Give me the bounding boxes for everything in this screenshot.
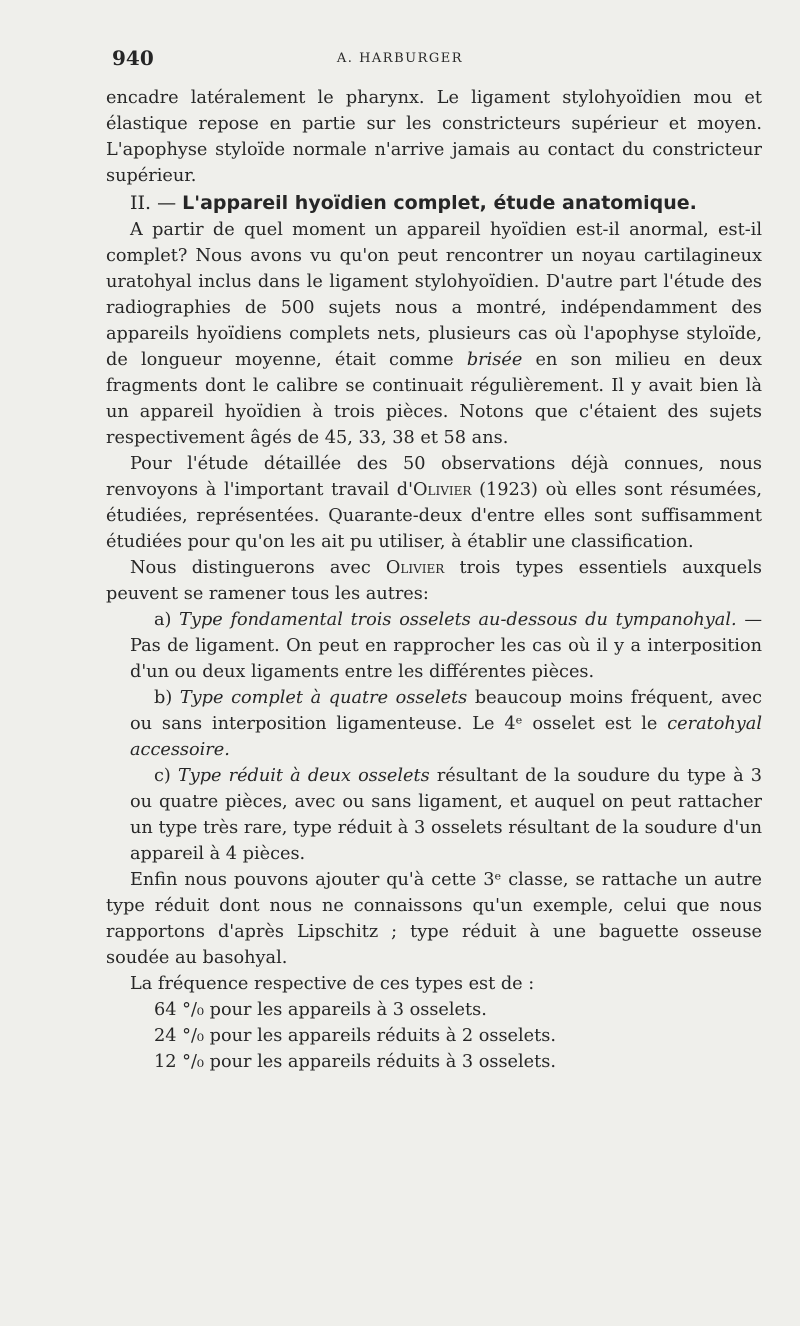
paragraph [106, 451, 762, 555]
frequency-text: pour les appareils à 3 osselets. [209, 1000, 487, 1020]
type-description: résultant de la soudure du type à 3 ou quatre pièces, avec ou sans ligament, et auquel on peut rattacher un type très rare, type réduit à 3 osselets résultant de la soudure d'un appareil à 4 pièces. [130, 766, 762, 864]
frequency-text: pour les appareils réduits à 3 osselets. [209, 1052, 556, 1072]
author-name: Olivier [412, 480, 472, 500]
paragraph: La fréquence respective de ces types est de : [130, 974, 535, 994]
paragraph-text: Pour l'étude détaillée des 50 observations déjà connues, nous renvoyons à l'important travail d' [106, 454, 762, 500]
paragraph: Enfin nous pouvons ajouter qu'à cette 3ᵉ classe, se rattache un autre type réduit dont nous ne connaissons qu'un exemple, celui que nous rapportons d'après Lipschitz ; type réduit à une baguette osseuse soudée au basohyal. [106, 870, 762, 968]
section-heading [106, 189, 762, 217]
paragraph [106, 217, 762, 451]
paragraph-text: Nous distinguerons avec [130, 558, 371, 578]
type-name: ceratohyal accessoire. [130, 714, 762, 760]
page-number: 940 [112, 46, 154, 70]
frequency-line [106, 997, 762, 1023]
list-marker: c) [154, 766, 171, 786]
list-marker: a) [154, 610, 172, 630]
continuation-paragraph: encadre latéralement le pharynx. Le ligament stylohyoïdien mou et élastique repose en partie sur les constricteurs supérieur et moyen. L'apophyse styloïde normale n'arrive jamais au contact du constricteur supérieur. [106, 88, 762, 186]
body-text [106, 85, 762, 1075]
author-name: Olivier [385, 558, 445, 578]
list-marker: b) [154, 688, 173, 708]
paragraph-text: A partir de quel moment un appareil hyoïdien est-il anormal, est-il complet? Nous avons vu qu'on peut rencontrer un noyau cartilagineux uratohyal inclus dans le ligament stylohyoïdien. D'autre part l'étude des radiographies de 500 sujets nous a montré, indépendamment des appareils hyoïdiens complets nets, plusieurs cas où l'apophyse styloïde, de longueur moyenne, était comme [106, 220, 762, 370]
italic-term: brisée [466, 350, 523, 370]
frequency-value: 12 °/₀ [154, 1052, 205, 1072]
type-item [106, 763, 762, 867]
section-title: L'appareil hyoïdien complet, étude anatomique. [182, 192, 697, 214]
type-description: beaucoup moins fréquent, avec ou sans interposition ligamenteuse. Le 4ᵉ osselet est le [130, 688, 763, 734]
type-name: Type complet à quatre osselets [179, 688, 468, 708]
type-item [106, 685, 762, 763]
frequency-value: 24 °/₀ [154, 1026, 205, 1046]
type-item [106, 607, 762, 685]
paragraph-text: trois types essentiels auxquels peuvent se ramener tous les autres: [106, 558, 763, 604]
frequency-value: 64 °/₀ [154, 1000, 205, 1020]
frequency-line [106, 1049, 762, 1075]
paragraph-text: (1923) où elles sont résumées, étudiées, représentées. Quarante-deux d'entre elles sont suffisamment étudiées pour qu'on les ait pu utiliser, à établir une classification. [106, 480, 762, 552]
type-name: Type fondamental trois osselets au-dessous du tympanohyal. [179, 610, 737, 630]
section-number: II. — [130, 192, 177, 214]
running-head-author: A. HARBURGER [336, 51, 464, 66]
type-name: Type réduit à deux osselets [177, 766, 430, 786]
running-head [0, 46, 800, 76]
frequency-line [106, 1023, 762, 1049]
type-description: — Pas de ligament. On peut en rapprocher les cas où il y a interposition d'un ou deux ligaments entre les différentes pièces. [130, 610, 763, 682]
paragraph [106, 555, 762, 607]
frequency-text: pour les appareils réduits à 2 osselets. [209, 1026, 556, 1046]
paragraph-text: en son milieu en deux fragments dont le calibre se continuait régulièrement. Il y avait bien là un appareil hyoïdien à trois pièces. Notons que c'étaient des sujets respectivement âgés de 45, 33, 38 et 58 ans. [106, 350, 763, 448]
